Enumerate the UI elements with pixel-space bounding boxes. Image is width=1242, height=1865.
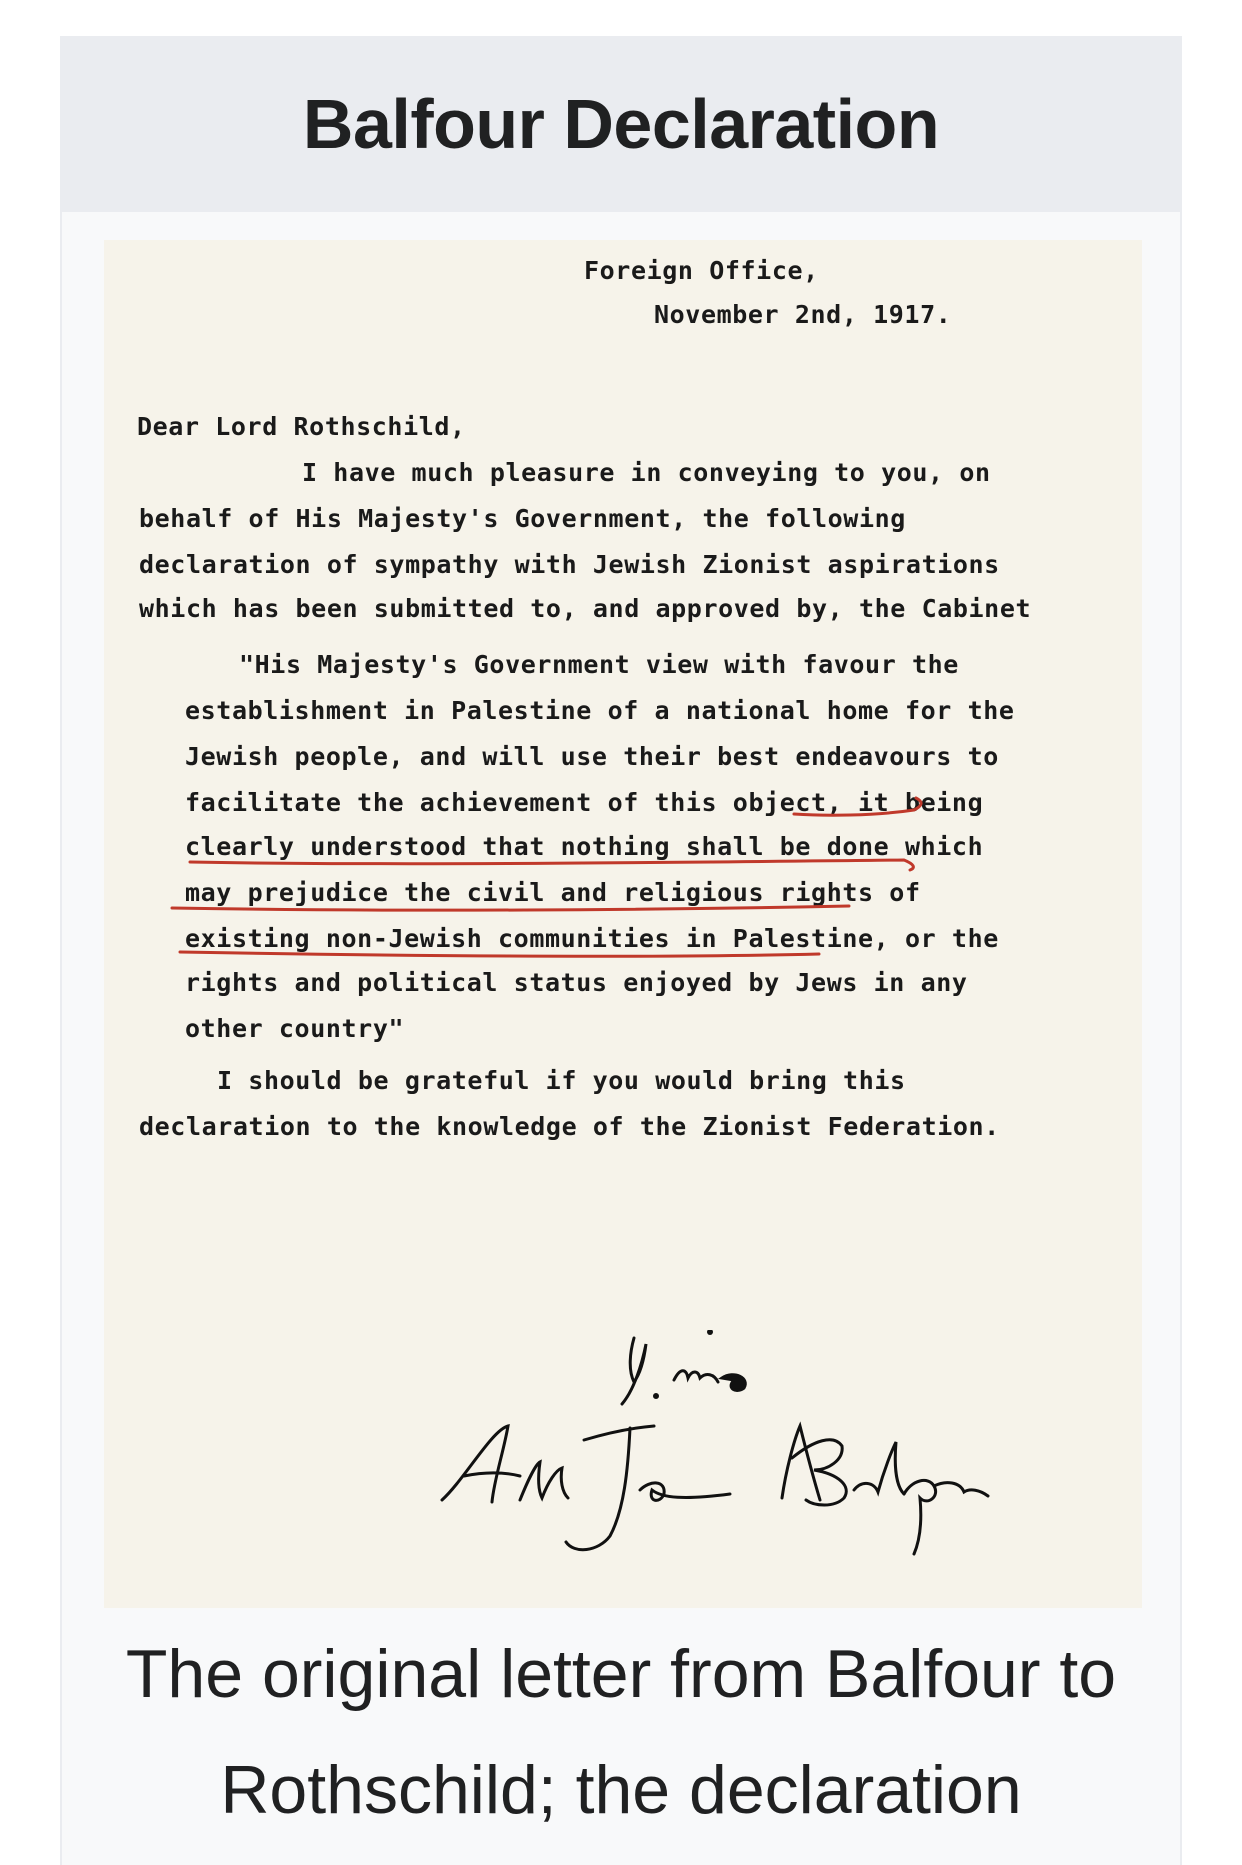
letter-heading-line2: November 2nd, 1917. [654, 300, 952, 329]
letter-declaration-line: Jewish people, and will use their best endeavours to [185, 742, 999, 771]
letter-heading-line1: Foreign Office, [584, 256, 819, 285]
letter-intro-line: which has been submitted to, and approved by, the Cabinet [139, 594, 1032, 623]
letter-intro-line: behalf of His Majesty's Government, the following [139, 504, 906, 533]
letter-declaration-line: "His Majesty's Government view with favour the [239, 650, 959, 679]
letter-closing-line: declaration to the knowledge of the Zionist Federation. [139, 1112, 1000, 1141]
letter-intro-line: I have much pleasure in conveying to you, on [302, 458, 991, 487]
letter-declaration-line: existing non-Jewish communities in Palestine, or the [185, 924, 999, 953]
image-caption: The original letter from Balfour to Rothschild; the declaration [125, 1636, 1117, 1828]
letter-declaration-line: clearly understood that nothing shall be done which [185, 832, 984, 861]
infobox-title-bar [62, 36, 1180, 212]
letter-declaration-line: establishment in Palestine of a national home for the [185, 696, 1015, 725]
letter-declaration-line: may prejudice the civil and religious rights of [185, 878, 921, 907]
letter-declaration-line: other country" [185, 1014, 405, 1043]
letter-closing-line: I should be grateful if you would bring this [217, 1066, 906, 1095]
letter-image[interactable] [104, 240, 1142, 1608]
handwritten-signature [434, 1330, 994, 1570]
infobox-title: Balfour Declaration [302, 85, 940, 163]
letter-intro-line: declaration of sympathy with Jewish Zionist aspirations [139, 550, 1000, 579]
infobox [60, 36, 1182, 1865]
letter-declaration-line: rights and political status enjoyed by Jews in any [185, 968, 968, 997]
letter-salutation: Dear Lord Rothschild, [137, 412, 466, 441]
letter-declaration-line: facilitate the achievement of this object, it being [185, 788, 984, 817]
